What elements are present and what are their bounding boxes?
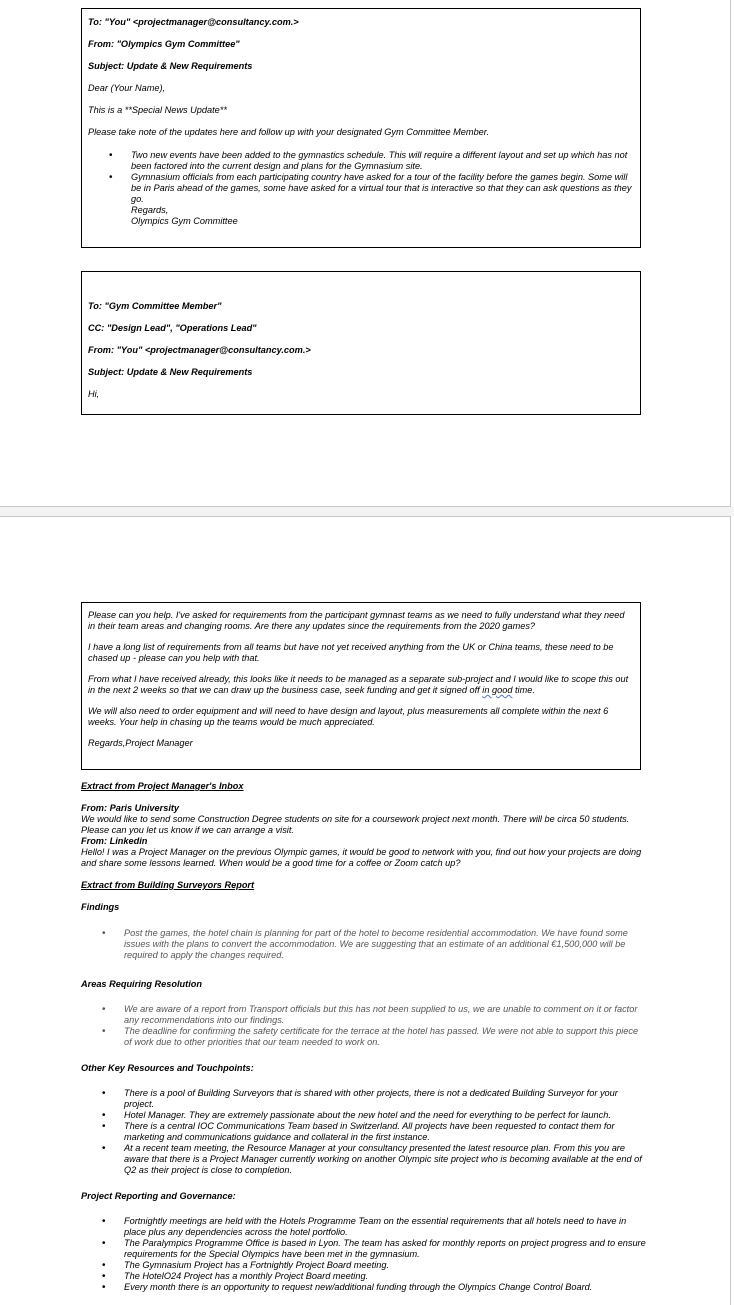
email-signature: Olympics Gym Committee <box>131 216 238 226</box>
resources-list <box>81 1088 646 1176</box>
page-gap <box>0 507 734 516</box>
list-item: • The Gymnasium Project has a Fortnightly Project Board meeting. <box>81 1260 646 1271</box>
resources-list-block <box>81 1088 646 1176</box>
section-heading: Extract from Building Surveyors Report <box>81 880 255 890</box>
list-item: • The HotelO24 Project has a monthly Project Board meeting. <box>81 1271 646 1282</box>
subsection-heading: Other Key Resources and Touchpoints: <box>81 1063 254 1073</box>
governance-heading-block <box>81 1191 646 1202</box>
governance-list-block <box>81 1216 646 1293</box>
subsection-heading: Project Reporting and Governance: <box>81 1191 236 1201</box>
report-heading-block <box>81 880 646 891</box>
list-item: • The deadline for confirming the safety certificate for the terrace at the hotel has passed. We were not able to support this piece of work due to other priorities that our team needed to work on. <box>81 1026 646 1048</box>
email-to: To: "You" <projectmanager@consultancy.com.> <box>88 17 299 27</box>
list-item: • Post the games, the hotel chain is planning for part of the hotel to become residential accommodation. We have found some issues with the plans to convert the accommodation. We are suggesting that an estimate of an additional €1,500,000 will be required to apply the changes required. <box>81 928 646 961</box>
list-item: • At a recent team meeting, the Resource Manager at your consultancy presented the latest resource plan. From this you are aware that there is a Project Manager currently working on another Olympic site project who is becoming available at the end of Q2 as their project is close to completion. <box>81 1143 646 1176</box>
email-paragraph: I have a long list of requirements from all teams but have not yet received anything from the UK or China teams, these need to be chased up - please can you help with that. <box>88 642 614 663</box>
list-item: • Gymnasium officials from each participating country have asked for a tour of the facility before the games begin. Some will be in Paris ahead of the games, some have asked for a virtual tour that is interactive so that they can ask questions as they go. <box>88 172 634 205</box>
text-run: time. <box>512 685 535 695</box>
email-reply-body-box <box>81 602 641 770</box>
list-item: • The Paralympics Programme Office is based in Lyon. The team has asked for monthly reports on project progress and to ensure requirements for the Special Olympics have been met in the gymnasium. <box>81 1238 646 1260</box>
list-item: • There is a pool of Building Surveyors that is shared with other projects, there is not a dedicated Building Surveyor for your project. <box>81 1088 646 1110</box>
email-greeting: Dear (Your Name), <box>88 83 166 93</box>
email-paragraph <box>88 674 634 696</box>
list-item: • Two new events have been added to the gymnastics schedule. This will require a different layout and set up which has not been factored into the current design and plans for the Gymnasium site. <box>88 150 634 172</box>
subsection-heading: Findings <box>81 902 120 912</box>
email-to: To: "Gym Committee Member" <box>88 301 222 311</box>
governance-list <box>81 1216 646 1293</box>
resources-heading-block <box>81 1063 646 1074</box>
list-item: • Hotel Manager. They are extremely passionate about the new hotel and the need for everything to be perfect for launch. <box>81 1110 646 1121</box>
areas-heading-block <box>81 979 646 990</box>
subsection-heading: Areas Requiring Resolution <box>81 979 202 989</box>
section-heading: Extract from Project Manager's Inbox <box>81 781 244 791</box>
message-body: We would like to send some Construction Degree students on site for a coursework project next month. There will be circa 50 students. Please can you let us know if we can arrange a visit. <box>81 814 630 835</box>
findings-list <box>81 928 646 961</box>
list-item: • There is a central IOC Communications Team based in Switzerland. All projects have been requested to contact them for marketing and communications guidance and collateral in the first instance. <box>81 1121 646 1143</box>
list-item: • Every month there is an opportunity to request new/additional funding through the Olympics Change Control Board. <box>81 1282 646 1293</box>
email-note: Please take note of the updates here and follow up with your designated Gym Committee Member. <box>88 127 490 137</box>
email-cc: CC: "Design Lead", "Operations Lead" <box>88 323 257 333</box>
list-item: • Fortnightly meetings are held with the Hotels Programme Team on the essential requirements that all hotels need to have in place plus any dependencies across the hotel portfolio. <box>81 1216 646 1238</box>
areas-list-block <box>81 1004 646 1048</box>
email-paragraph: We will also need to order equipment and will need to have design and layout, plus measurements all complete within the next 6 weeks. Your help in chasing up the teams would be much appreciated. <box>88 706 609 727</box>
email-signoff: Regards, <box>131 205 169 215</box>
email-subject: Subject: Update & New Requirements <box>88 61 253 71</box>
email-subject: Subject: Update & New Requirements <box>88 367 253 377</box>
email-intro: This is a **Special News Update** <box>88 105 227 115</box>
inbox-extract <box>81 781 646 869</box>
text-run: From what I have received already, this looks like it needs to be managed as a separate sub-project and I would like to scope this out in the next 2 weeks so that we can draw up the business case, seek funding and get it signed off <box>88 674 629 695</box>
email-paragraph: Please can you help. I've asked for requirements from the participant gymnast teams as we need to fully understand what they need in their team areas and changing rooms. Are there any updates since the requirements from the 2020 games? <box>88 610 625 631</box>
message-body: Hello! I was a Project Manager on the previous Olympic games, it would be good to network with you, find out how your projects are doing and share some lessons learned. When would be a good time for a coffee or Zoom catch up? <box>81 847 642 868</box>
email-from: From: "Olympics Gym Committee" <box>88 39 240 49</box>
message-from: From: Linkedin <box>81 836 148 846</box>
message-from: From: Paris University <box>81 803 180 813</box>
email-incoming-box <box>81 8 641 248</box>
email-greeting: Hi, <box>88 389 100 399</box>
findings-list-block <box>81 928 646 961</box>
email-from: From: "You" <projectmanager@consultancy.com.> <box>88 345 311 355</box>
email-signoff: Regards,Project Manager <box>88 738 193 748</box>
email-bullet-list <box>88 150 634 205</box>
findings-heading-block <box>81 902 646 913</box>
list-item: • We are aware of a report from Transport officials but this has not been supplied to us, we are unable to comment on it or factor any recommendations into our findings. <box>81 1004 646 1026</box>
spellcheck-flagged-text: in good <box>482 685 513 695</box>
areas-list <box>81 1004 646 1048</box>
email-reply-box <box>81 271 641 415</box>
